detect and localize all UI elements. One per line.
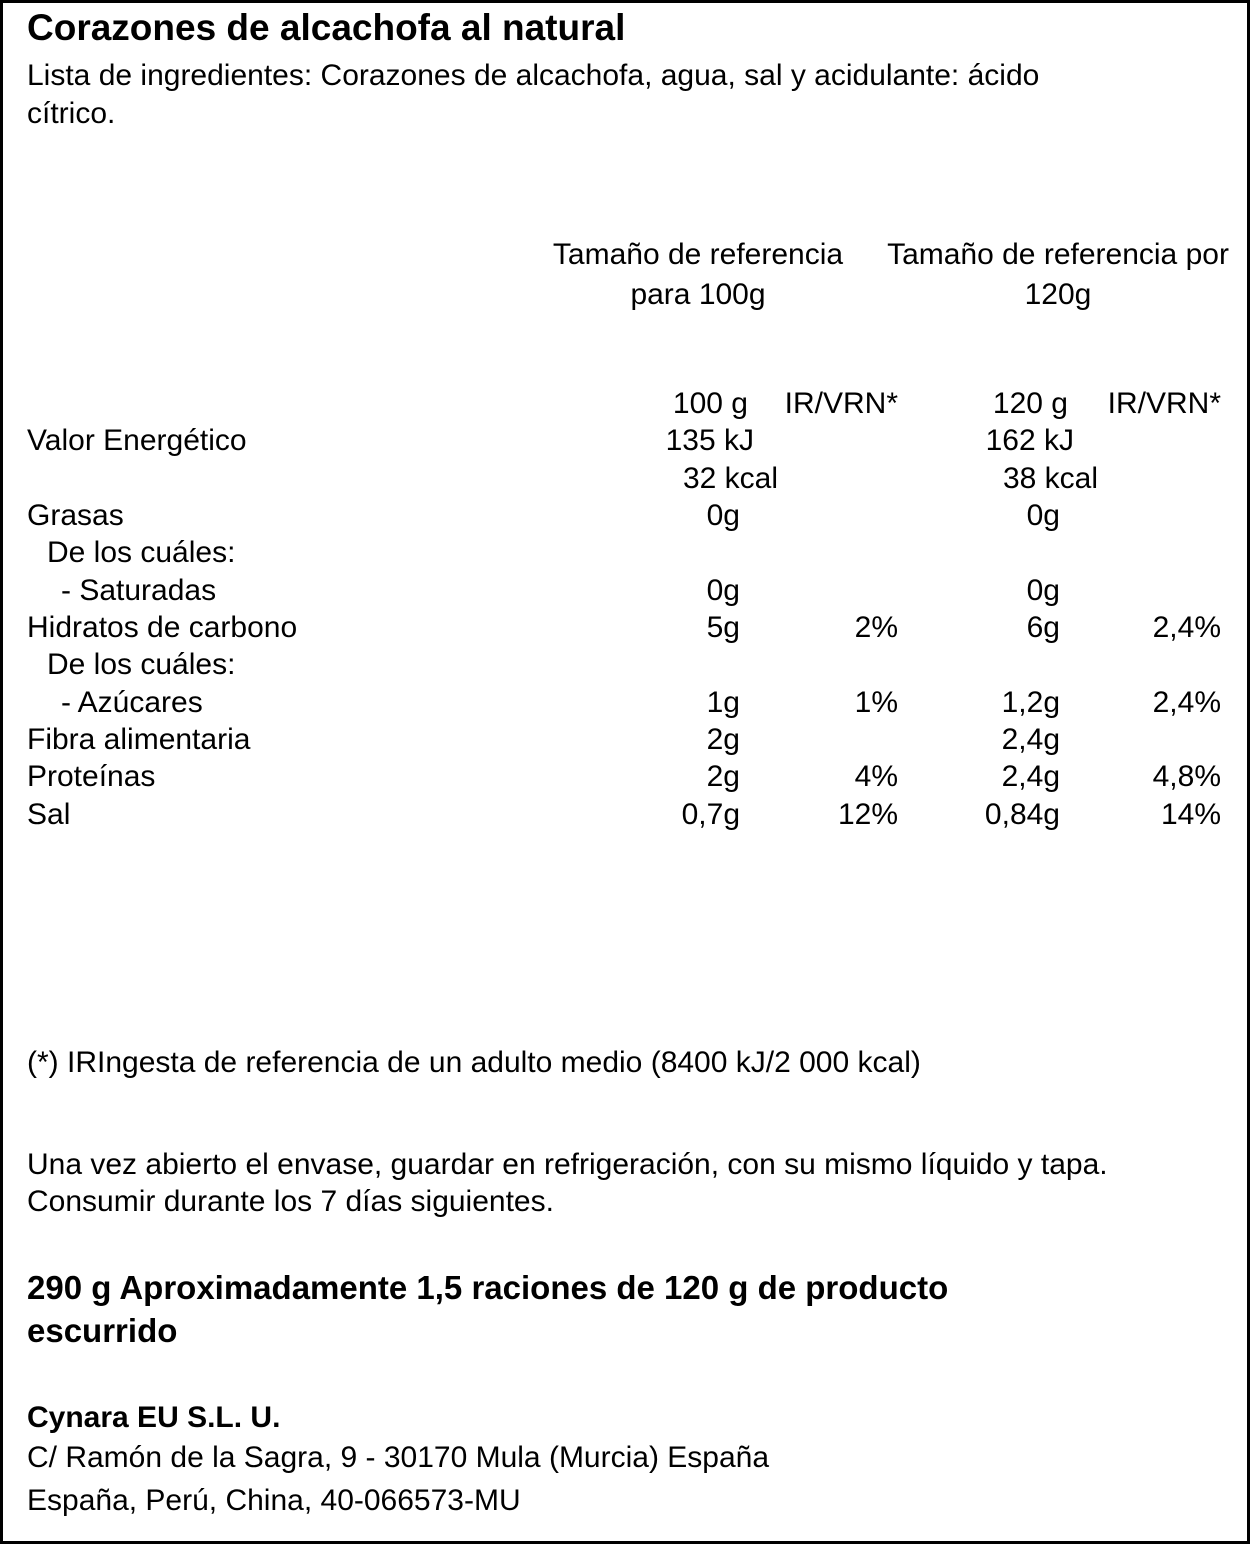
value-100g-cell: 5g [706, 611, 740, 644]
value-120g-cell: 1,2g [1001, 686, 1060, 719]
nutrient-label: - Saturadas [61, 574, 217, 607]
reference-header-120g-line-2: 120g [1024, 278, 1092, 311]
ir-120g-cell: 2,4% [1152, 611, 1221, 644]
nutrient-label: Grasas [27, 499, 124, 532]
company-address: C/ Ramón de la Sagra, 9 - 30170 Mula (Murcia) España [27, 1441, 770, 1474]
value-120g-cell: 2,4g [1001, 760, 1060, 793]
value-120g-cell: 38 kcal [1002, 462, 1098, 495]
ir-100g-cell: 4% [854, 760, 898, 793]
ir-120g-cell: 14% [1160, 798, 1221, 831]
company-name: Cynara EU S.L. U. [27, 1401, 281, 1434]
value-100g-cell: 2g [706, 760, 740, 793]
ir-100g-cell: 2% [854, 611, 898, 644]
value-100g-cell: 135 kJ [665, 424, 754, 457]
nutrient-label: De los cuáles: [47, 536, 236, 569]
column-header-ir-100g: IR/VRN* [784, 387, 898, 420]
reference-header-100g-line-1: Tamaño de referencia [552, 238, 844, 271]
nutrient-label: De los cuáles: [47, 648, 236, 681]
storage-instructions-line-2: Consumir durante los 7 días siguientes. [27, 1185, 554, 1218]
reference-header-120g-line-1: Tamaño de referencia por [887, 238, 1229, 271]
value-100g-cell: 32 kcal [682, 462, 778, 495]
column-header-ir-120g: IR/VRN* [1107, 387, 1221, 420]
value-100g-cell: 1g [706, 686, 740, 719]
column-header-120g: 120 g [992, 387, 1068, 420]
value-100g-cell: 0,7g [681, 798, 740, 831]
nutrient-label: - Azúcares [61, 686, 203, 719]
value-120g-cell: 2,4g [1001, 723, 1060, 756]
product-title: Corazones de alcachofa al natural [27, 7, 626, 48]
net-weight-line-1: 290 g Aproximadamente 1,5 raciones de 120 g de producto [27, 1269, 949, 1306]
value-100g-cell: 2g [706, 723, 740, 756]
value-120g-cell: 0,84g [984, 798, 1060, 831]
value-100g-cell: 0g [706, 499, 740, 532]
ir-100g-cell: 12% [837, 798, 898, 831]
ir-120g-cell: 4,8% [1152, 760, 1221, 793]
ingredients-line-1: Lista de ingredientes: Corazones de alcachofa, agua, sal y acidulante: ácido [27, 59, 1040, 92]
nutrient-label: Valor Energético [27, 424, 247, 457]
nutrient-label: Fibra alimentaria [27, 723, 251, 756]
value-100g-cell: 0g [706, 574, 740, 607]
origin-and-registry: España, Perú, China, 40-066573-MU [27, 1484, 521, 1517]
nutrient-label: Proteínas [27, 760, 156, 793]
nutrient-label: Sal [27, 798, 71, 831]
value-120g-cell: 0g [1026, 574, 1060, 607]
ir-120g-cell: 2,4% [1152, 686, 1221, 719]
column-header-100g: 100 g [672, 387, 748, 420]
ir-100g-cell: 1% [854, 686, 898, 719]
nutrient-label: Hidratos de carbono [27, 611, 298, 644]
value-120g-cell: 6g [1026, 611, 1060, 644]
reference-header-100g-line-2: para 100g [630, 278, 766, 311]
value-120g-cell: 162 kJ [985, 424, 1074, 457]
ingredients-line-2: cítrico. [27, 97, 116, 130]
net-weight-line-2: escurrido [27, 1312, 178, 1349]
storage-instructions-line-1: Una vez abierto el envase, guardar en refrigeración, con su mismo líquido y tapa. [27, 1148, 1108, 1181]
value-120g-cell: 0g [1026, 499, 1060, 532]
footnote: (*) IRIngesta de referencia de un adulto medio (8400 kJ/2 000 kcal) [27, 1046, 921, 1079]
